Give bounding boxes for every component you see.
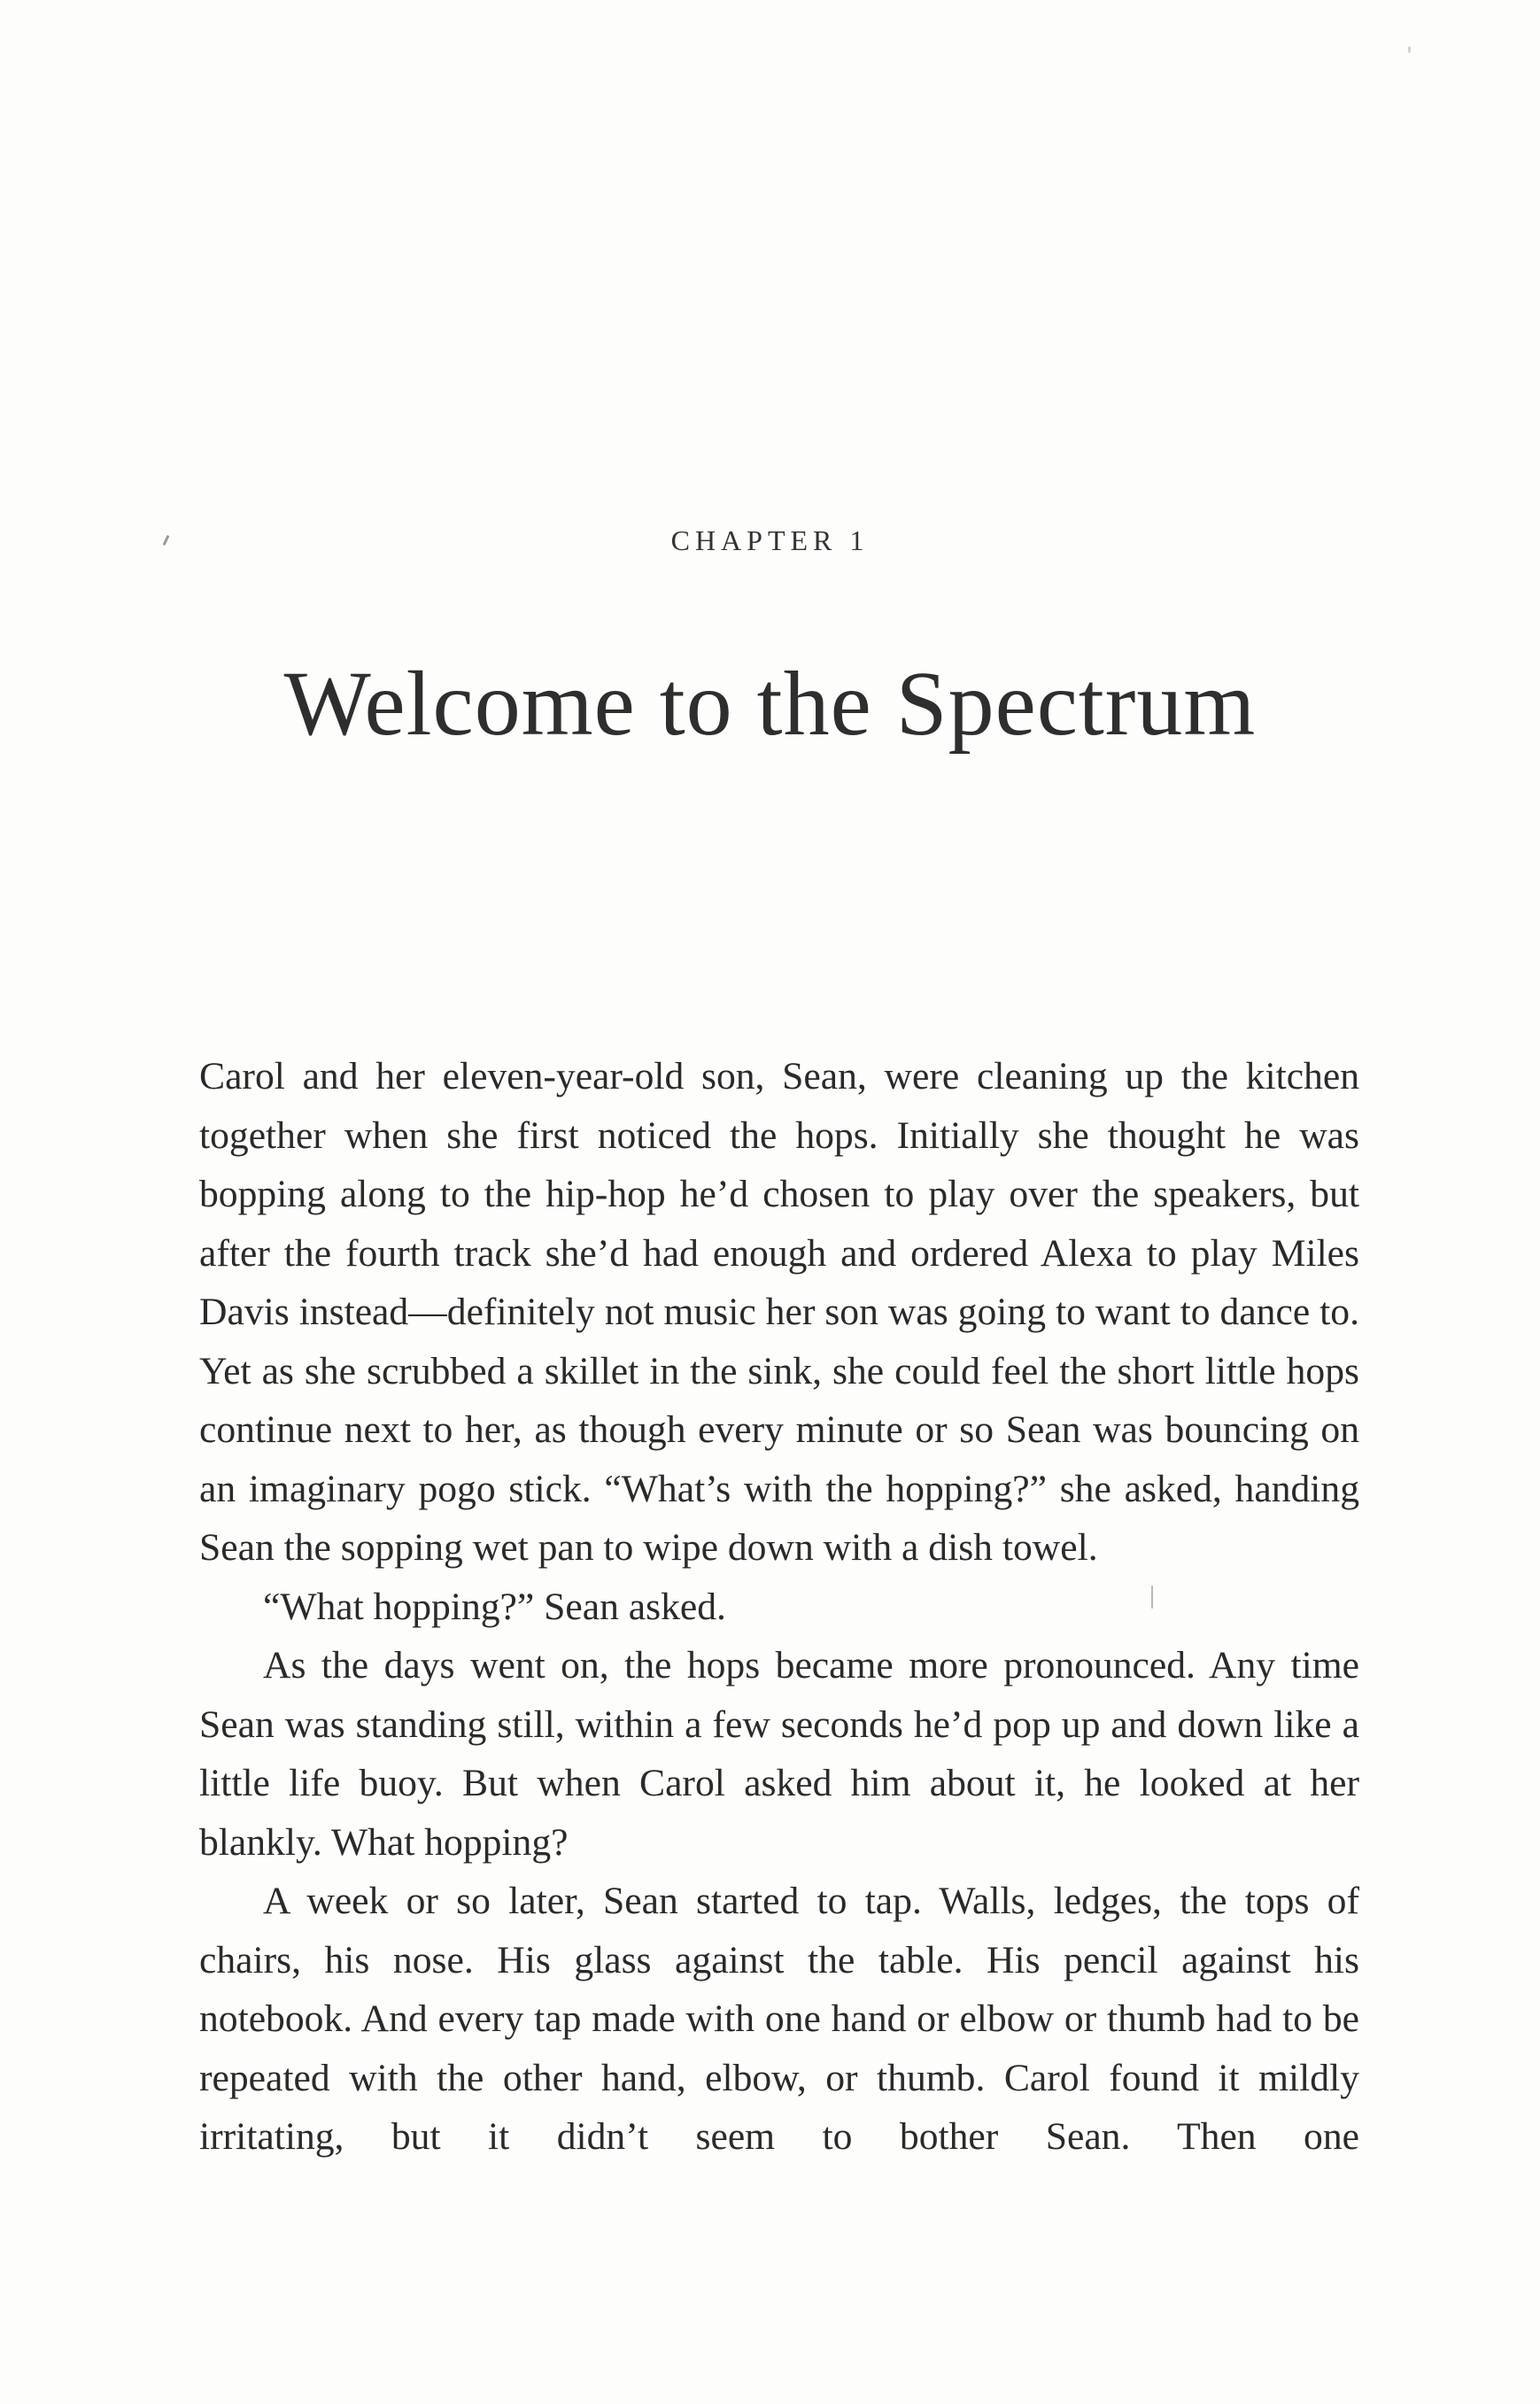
paragraph: Carol and her eleven-year-old son, Sean, were cleaning up the kitchen together when she first noticed the hops. Initially she thought he was bopping along to the hip-hop he’d chosen to play over the speakers, but after the fourth track she’d had enough and ordered Alexa to play Miles Davis instead—definitely not music her son was going to want to dance to. Yet as she scrubbed a skillet in the sink, she could feel the short little hops continue next to her, as though every minute or so Sean was bouncing on an imaginary pogo stick. “What’s with the hopping?” she asked, handing Sean the sopping wet pan to wipe down with a dish towel. <box>199 1055 1359 1569</box>
paragraph: A week or so later, Sean started to tap. Walls, ledges, the tops of chairs, his nose. His glass against the table. His pencil against his notebook. And every tap made with one hand or elbow or thumb had to be repeated with the other hand, elbow, or thumb. Carol found it mildly irritating, but it didn’t seem to bother Sean. Then one <box>199 1880 1359 2158</box>
scan-speck <box>1408 46 1411 53</box>
paragraph: “What hopping?” Sean asked. <box>263 1585 726 1628</box>
chapter-title: Welcome to the Spectrum <box>283 653 1257 755</box>
paragraph: As the days went on, the hops became more pronounced. Any time Sean was standing still, within a few seconds he’d pop up and down like a little life buoy. But when Carol asked him about it, he looked at her blankly. What hopping? <box>199 1644 1359 1864</box>
body-text <box>199 1047 1359 2167</box>
chapter-label: CHAPTER 1 <box>670 524 870 556</box>
